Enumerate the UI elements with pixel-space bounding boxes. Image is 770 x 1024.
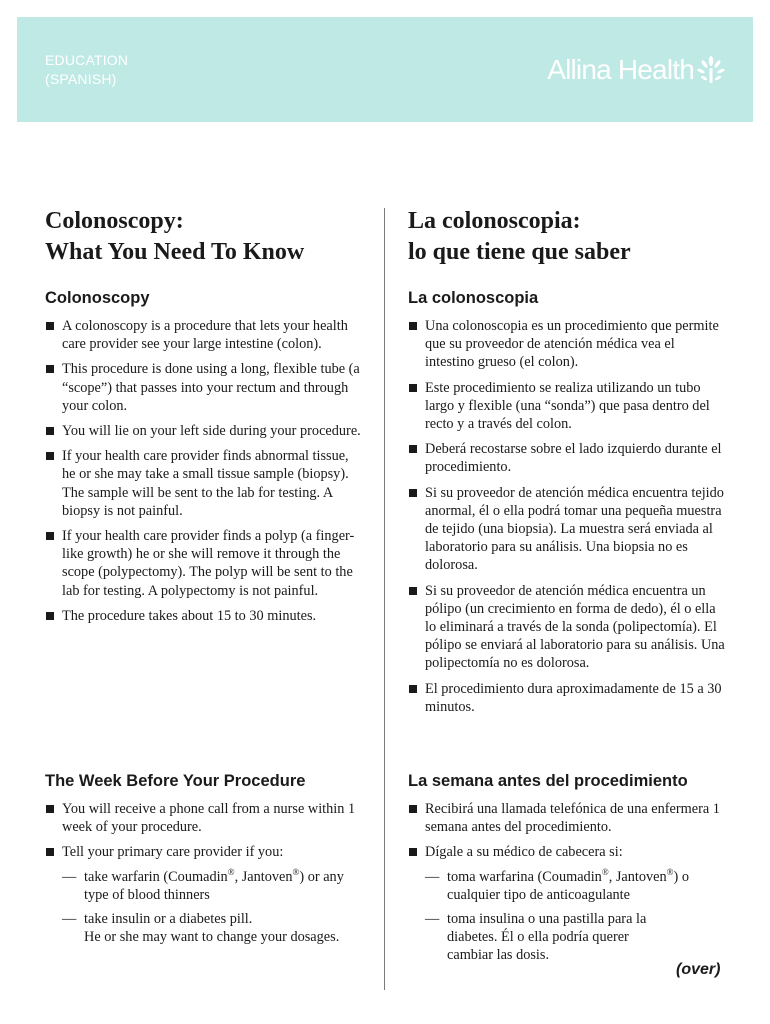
sub-list-item [62, 868, 365, 904]
dash-marker: — [62, 911, 77, 928]
spanish-column [408, 206, 726, 723]
english-section1-list [45, 317, 365, 625]
sub-text: toma warfarina (Coumadin [447, 868, 602, 885]
english-column [45, 206, 365, 632]
list-item-text: The polyp will be sent to the lab for testing. A polypectomy is not painful. [62, 564, 353, 599]
list-item [408, 843, 726, 964]
sub-list-item [425, 868, 726, 904]
sub-list-item [425, 910, 726, 965]
spanish-title [408, 206, 726, 268]
english-title [45, 206, 365, 268]
sub-list-item [62, 910, 365, 946]
header-band [17, 17, 753, 122]
sub-text: ) or any type of blood thinners [84, 868, 344, 903]
brand-name: Allina Health [547, 54, 694, 85]
list-item: You will receive a phone call from a nurse within 1 week of your procedure. [45, 800, 365, 836]
list-item-text: Una polipectomía no es dolorosa. [425, 637, 725, 672]
english-title-line2: What You Need To Know [45, 239, 305, 265]
dash-marker: — [425, 911, 440, 928]
list-item: Deberá recostarse sobre el lado izquierdo durante el procedimiento. [408, 440, 726, 476]
education-label [45, 51, 128, 89]
dash-marker: — [425, 868, 440, 885]
list-item: Una colonoscopia es un procedimiento que permite que su proveedor de atención médica vea el intestino grueso (el colon). [408, 317, 726, 372]
list-item: If your health care provider finds abnormal tissue, he or she may take a small tissue sample (biopsy). The sample will be sent to the lab for testing. A biopsy is not painful. [45, 447, 365, 520]
list-item-text: If your health care provider finds a polyp (a finger-like growth) he or she will remove it through the scope (polypectomy). [62, 528, 355, 581]
list-item [408, 484, 726, 575]
list-item: A colonoscopy is a procedure that lets your health care provider see your large intestine (colon). [45, 317, 365, 353]
list-item-text: Tell your primary care provider if you: [62, 844, 284, 861]
list-item: El procedimiento dura aproximadamente de 15 a 30 minutos. [408, 680, 726, 716]
list-item-text: Si su proveedor de atención médica encuentra un pólipo (un crecimiento en forma de dedo), él o ella lo eliminará a través de la sonda (polipectomía). El pólipo se enviará al laboratorio para su análisis. [425, 582, 717, 654]
list-item-text: (una biopsia). La muestra será enviada al laboratorio para su análisis. Una biopsia no es dolorosa. [425, 521, 713, 574]
sub-text: , Jantoven [234, 868, 293, 885]
registered-mark: ® [227, 866, 235, 877]
dash-marker: — [62, 868, 77, 885]
spanish-title-line1: La colonoscopia: [408, 208, 581, 234]
list-item [45, 527, 365, 600]
spanish-section1-heading: La colonoscopia [408, 289, 539, 307]
list-item-text: Dígale a su médico de cabecera si: [425, 844, 623, 861]
sub-text: take insulin or a diabetes pill. [84, 911, 253, 928]
sub-text: ) o cualquier tipo de anticoagulante [447, 868, 689, 903]
spanish-section1-list [408, 317, 726, 716]
sub-text: toma insulina o una pastilla para la diabetes. Él o ella podría querer cambiar las dosis. [447, 911, 647, 964]
list-item: You will lie on your left side during your procedure. [45, 422, 365, 440]
english-section2 [45, 771, 365, 953]
registered-mark: ® [666, 866, 674, 877]
allina-leaf-logo-icon [697, 56, 725, 84]
english-section2-list [45, 800, 365, 946]
brand-logo [547, 55, 725, 85]
education-label-line2: (SPANISH) [45, 71, 117, 87]
registered-mark: ® [292, 866, 300, 877]
english-section1-heading: Colonoscopy [45, 289, 150, 307]
spanish-section2-list [408, 800, 726, 965]
list-item: Recibirá una llamada telefónica de una enfermera 1 semana antes del procedimiento. [408, 800, 726, 836]
sub-text: take warfarin (Coumadin [84, 868, 228, 885]
spanish-sublist [425, 868, 726, 965]
registered-mark: ® [601, 866, 609, 877]
list-item: This procedure is done using a long, flexible tube (a “scope”) that passes into your rectum and through your colon. [45, 360, 365, 415]
education-label-line1: EDUCATION [45, 52, 129, 68]
spanish-section2-heading: La semana antes del procedimiento [408, 772, 688, 790]
english-sublist [62, 868, 365, 947]
sub-text: He or she may want to change your dosages. [84, 929, 340, 946]
column-divider [384, 208, 385, 990]
list-item [408, 582, 726, 673]
list-item: The procedure takes about 15 to 30 minutes. [45, 607, 365, 625]
list-item-text: Si su proveedor de atención médica encuentra tejido anormal, él o ella podrá tomar una pequeña muestra de tejido [425, 484, 724, 538]
over-page-indicator: (over) [676, 961, 721, 978]
spanish-section2 [408, 771, 726, 972]
spanish-title-line2: lo que tiene que saber [408, 239, 631, 265]
english-section2-heading: The Week Before Your Procedure [45, 772, 306, 790]
list-item [45, 843, 365, 946]
sub-text: , Jantoven [608, 868, 667, 885]
list-item: Este procedimiento se realiza utilizando un tubo largo y flexible (una “sonda”) que pasa dentro del recto y a través del colon. [408, 379, 726, 434]
english-title-line1: Colonoscopy: [45, 208, 184, 234]
